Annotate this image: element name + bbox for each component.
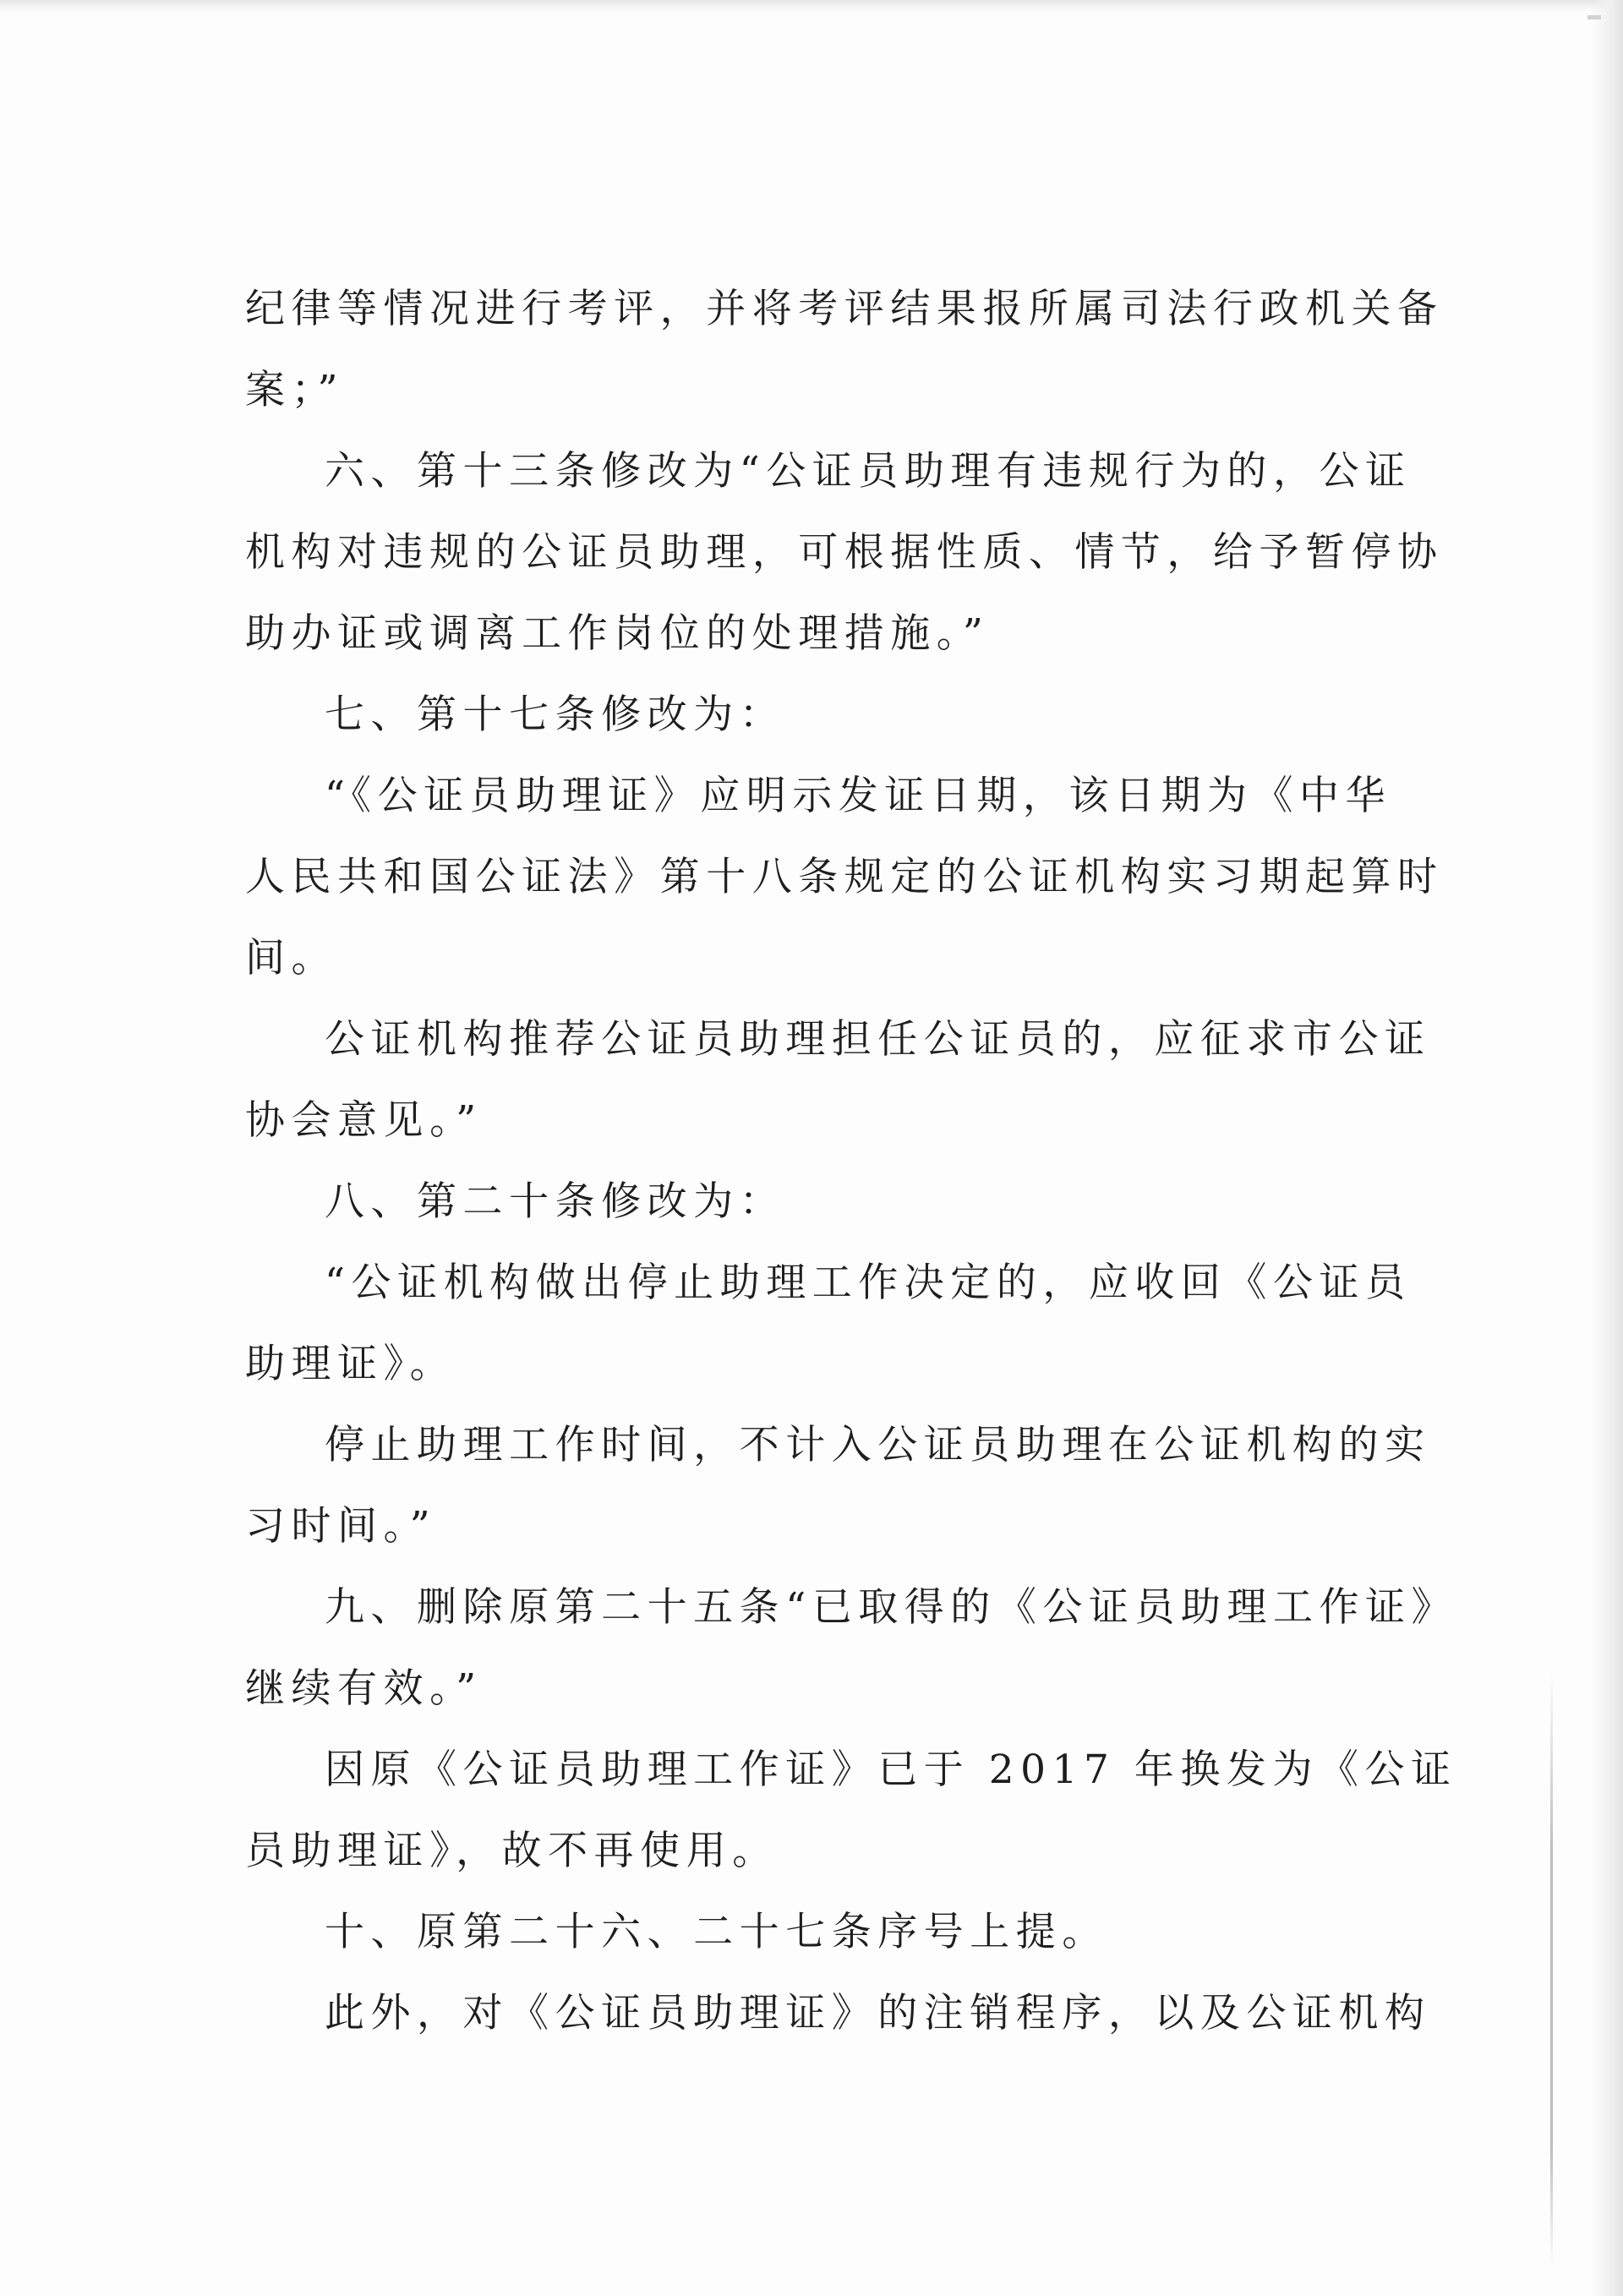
document-body bbox=[245, 269, 1458, 2054]
text-line-18: 继续有效。” bbox=[245, 1665, 483, 1712]
text-line-21: 十、原第二十六、二十七条序号上提。 bbox=[325, 1909, 1108, 1955]
text-line-20: 员助理证》，故不再使用。 bbox=[245, 1828, 779, 1874]
text-line-15: 停止助理工作时间，不计入公证员助理在公证机构的实 bbox=[325, 1422, 1431, 1468]
text-line-2: 案；” bbox=[245, 367, 345, 413]
scan-shadow-right bbox=[1591, 0, 1623, 2296]
scan-artifact-line bbox=[1550, 1674, 1553, 2266]
text-line-19: 因原《公证员助理工作证》已于 2017 年换发为《公证 bbox=[325, 1747, 1457, 1793]
text-line-11: 协会意见。” bbox=[245, 1097, 483, 1144]
text-line-6: 七、第十七条修改为： bbox=[325, 692, 786, 738]
text-line-8: 人民共和国公证法》第十八条规定的公证机构实习期起算时 bbox=[245, 854, 1444, 900]
text-line-22: 此外，对《公证员助理证》的注销程序，以及公证机构 bbox=[325, 1990, 1431, 2036]
scan-shadow-top bbox=[0, 0, 1623, 12]
text-line-4: 机构对违规的公证员助理，可根据性质、情节，给予暂停协 bbox=[245, 529, 1444, 576]
text-line-16: 习时间。” bbox=[245, 1503, 437, 1550]
text-line-10: 公证机构推荐公证员助理担任公证员的，应征求市公证 bbox=[325, 1016, 1431, 1063]
text-line-1: 纪律等情况进行考评，并将考评结果报所属司法行政机关备 bbox=[245, 286, 1444, 332]
text-line-7: “《公证员助理证》应明示发证日期，该日期为《中华 bbox=[325, 773, 1392, 819]
text-line-12: 八、第二十条修改为： bbox=[325, 1178, 786, 1225]
scan-artifact-mark bbox=[1587, 15, 1601, 19]
text-line-14: 助理证》。 bbox=[245, 1341, 456, 1387]
text-line-17: 九、删除原第二十五条“已取得的《公证员助理工作证》 bbox=[325, 1584, 1458, 1631]
text-line-3: 六、第十三条修改为“公证员助理有违规行为的，公证 bbox=[325, 448, 1412, 495]
text-line-9: 间。 bbox=[245, 935, 338, 981]
text-line-5: 助办证或调离工作岗位的处理措施。” bbox=[245, 610, 990, 657]
text-line-13: “公证机构做出停止助理工作决定的，应收回《公证员 bbox=[325, 1260, 1412, 1306]
